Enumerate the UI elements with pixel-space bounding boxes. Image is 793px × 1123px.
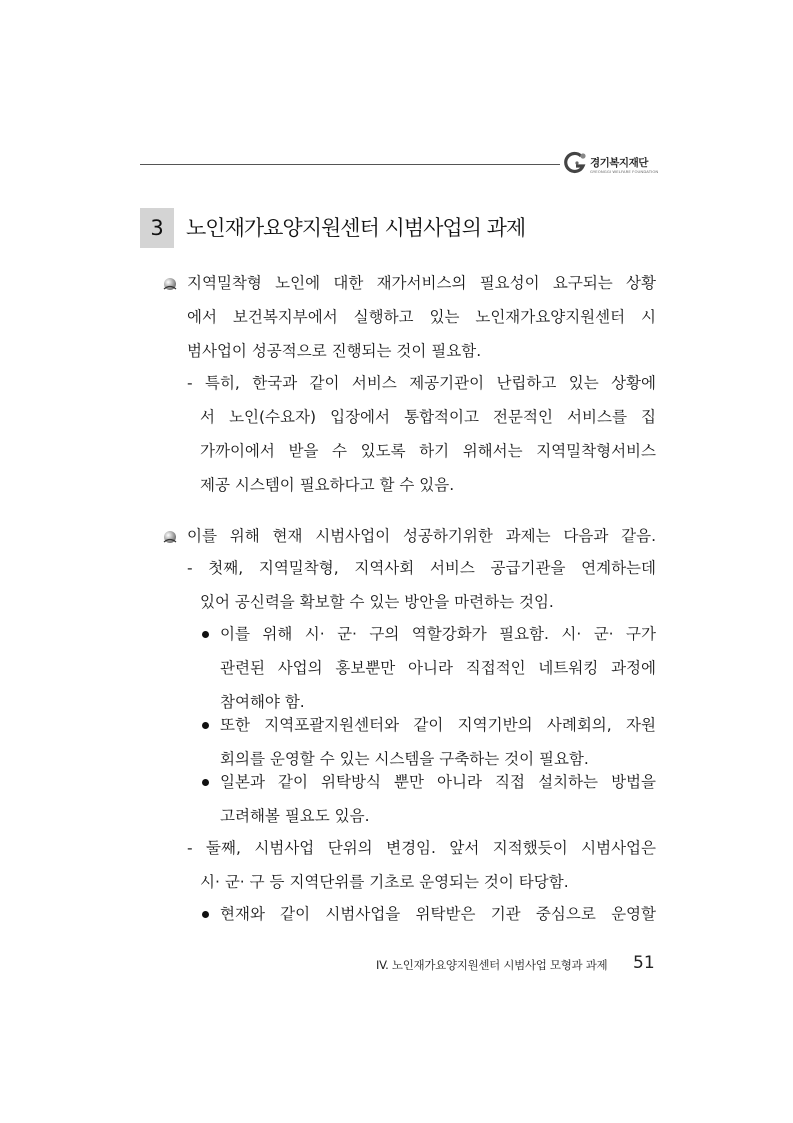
p2-dot2-line-1: 또한 지역포괄지원센터와 같이 지역기반의 사례회의, 자원 — [220, 716, 656, 734]
sphere-bullet-icon — [163, 530, 177, 544]
p1-dash1-line-2: 서 노인(수요자) 입장에서 통합적이고 전문적인 서비스를 집 — [200, 408, 656, 426]
foundation-logo-icon — [563, 150, 589, 176]
p1-dash1-line-3: 가까이에서 받을 수 있도록 하기 위해서는 지역밀착형서비스 — [200, 442, 656, 460]
p2-dot3-line-2: 고려해볼 필요도 있음. — [220, 807, 370, 825]
p1-line-1: 지역밀착형 노인에 대한 재가서비스의 필요성이 요구되는 상황 — [187, 274, 656, 292]
p1-dash1-line-1: - 특히, 한국과 같이 서비스 제공기관이 난립하고 있는 상황에 — [187, 374, 656, 392]
dot-bullet-icon — [202, 631, 209, 638]
dot-bullet-icon — [202, 911, 209, 918]
p2-line-1: 이를 위해 현재 시범사업이 성공하기위한 과제는 다음과 같음. — [187, 527, 656, 545]
section-title: 노인재가요양지원센터 시범사업의 과제 — [186, 216, 526, 240]
sphere-bullet-icon — [163, 277, 177, 291]
p2-dot4-line-1: 현재와 같이 시범사업을 위탁받은 기관 중심으로 운영할 — [220, 905, 656, 923]
page-number: 51 — [633, 953, 655, 973]
p2-dot2-line-2: 회의를 운영할 수 있는 시스템을 구축하는 것이 필요함. — [220, 750, 589, 768]
header-rule — [140, 164, 560, 165]
foundation-logo — [563, 150, 673, 180]
p2-dash1-line-2: 있어 공신력을 확보할 수 있는 방안을 마련하는 것임. — [200, 593, 554, 611]
p2-dot3-line-1: 일본과 같이 위탁방식 뿐만 아니라 직접 설치하는 방법을 — [220, 773, 656, 791]
p2-dash2-line-1: - 둘째, 시범사업 단위의 변경임. 앞서 지적했듯이 시범사업은 — [187, 839, 656, 857]
section-number: 3 — [150, 216, 164, 240]
p1-line-2: 에서 보건복지부에서 실행하고 있는 노인재가요양지원센터 시 — [187, 308, 656, 326]
dot-bullet-icon — [202, 779, 209, 786]
p1-line-3: 범사업이 성공적으로 진행되는 것이 필요함. — [187, 342, 482, 360]
p2-dash2-line-2: 시· 군· 구 등 지역단위를 기초로 운영되는 것이 타당함. — [200, 873, 569, 891]
p1-dash1-line-4: 제공 시스템이 필요하다고 할 수 있음. — [200, 476, 455, 494]
p2-dot1-line-1: 이를 위해 시· 군· 구의 역할강화가 필요함. 시· 군· 구가 — [220, 625, 656, 643]
footer-chapter-title: IV. 노인재가요양지원센터 시범사업 모형과 과제 — [376, 958, 608, 972]
p2-dot1-line-3: 참여해야 함. — [220, 693, 305, 711]
logo-english-text: GYEONGGI WELFARE FOUNDATION — [590, 169, 659, 174]
p2-dot1-line-2: 관련된 사업의 홍보뿐만 아니라 직접적인 네트워킹 과정에 — [220, 659, 656, 677]
dot-bullet-icon — [202, 722, 209, 729]
logo-korean-text: 경기복지재단 — [590, 157, 648, 169]
p2-dash1-line-1: - 첫째, 지역밀착형, 지역사회 서비스 공급기관을 연계하는데 — [187, 559, 656, 577]
